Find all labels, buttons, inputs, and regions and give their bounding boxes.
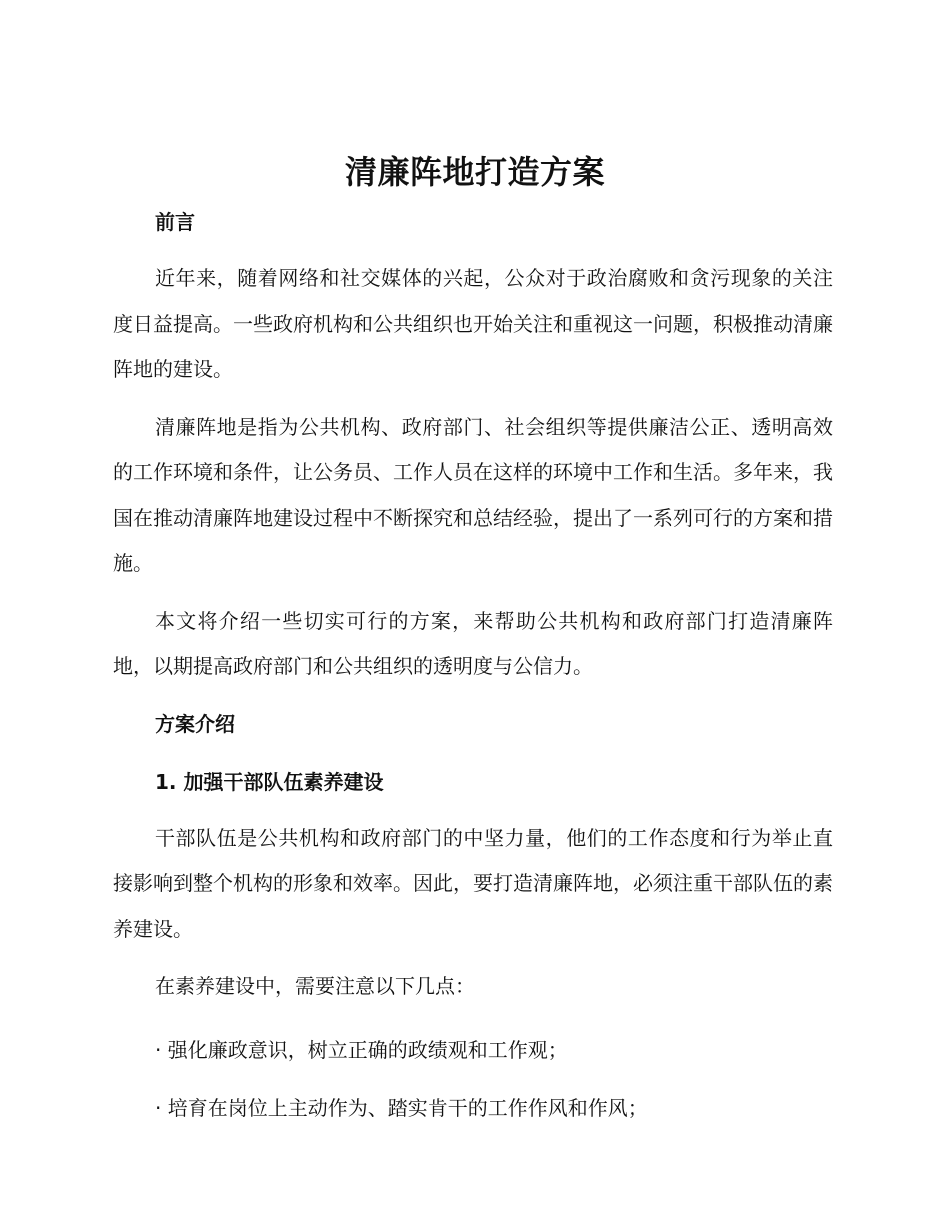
preface-heading: 前言 bbox=[155, 210, 195, 234]
paragraph-cadre-1: 干部队伍是公共机构和政府部门的中坚力量，他们的工作态度和行为举止直接影响到整个机构的形象和效率。因此，要打造清廉阵地，必须注重干部队伍的素养建设。 bbox=[113, 825, 833, 941]
paragraph-cadre-2: 在素养建设中，需要注意以下几点： bbox=[155, 974, 475, 998]
list-item: · 强化廉政意识，树立正确的政绩观和工作观； bbox=[155, 1037, 568, 1062]
paragraph-intro-3: 本文将介绍一些切实可行的方案，来帮助公共机构和政府部门打造清廉阵地，以期提高政府部门和公共组织的透明度与公信力。 bbox=[113, 608, 833, 678]
subsection-heading-1: 1. 加强干部队伍素养建设 bbox=[155, 769, 384, 794]
paragraph-intro-2: 清廉阵地是指为公共机构、政府部门、社会组织等提供廉洁公正、透明高效的工作环境和条件，让公务员、工作人员在这样的环境中工作和生活。多年来，我国在推动清廉阵地建设过程中不断探究和总结经验，提出了一系列可行的方案和措施。 bbox=[113, 414, 833, 575]
paragraph-intro-1: 近年来，随着网络和社交媒体的兴起，公众对于政治腐败和贪污现象的关注度日益提高。一些政府机构和公共组织也开始关注和重视这一问题，积极推动清廉阵地的建设。 bbox=[113, 266, 833, 381]
list-item: · 培育在岗位上主动作为、踏实肯干的工作作风和作风； bbox=[155, 1095, 648, 1120]
document-title: 清廉阵地打造方案 bbox=[344, 153, 605, 191]
document-body bbox=[113, 204, 833, 1126]
plan-heading: 方案介绍 bbox=[155, 711, 235, 736]
